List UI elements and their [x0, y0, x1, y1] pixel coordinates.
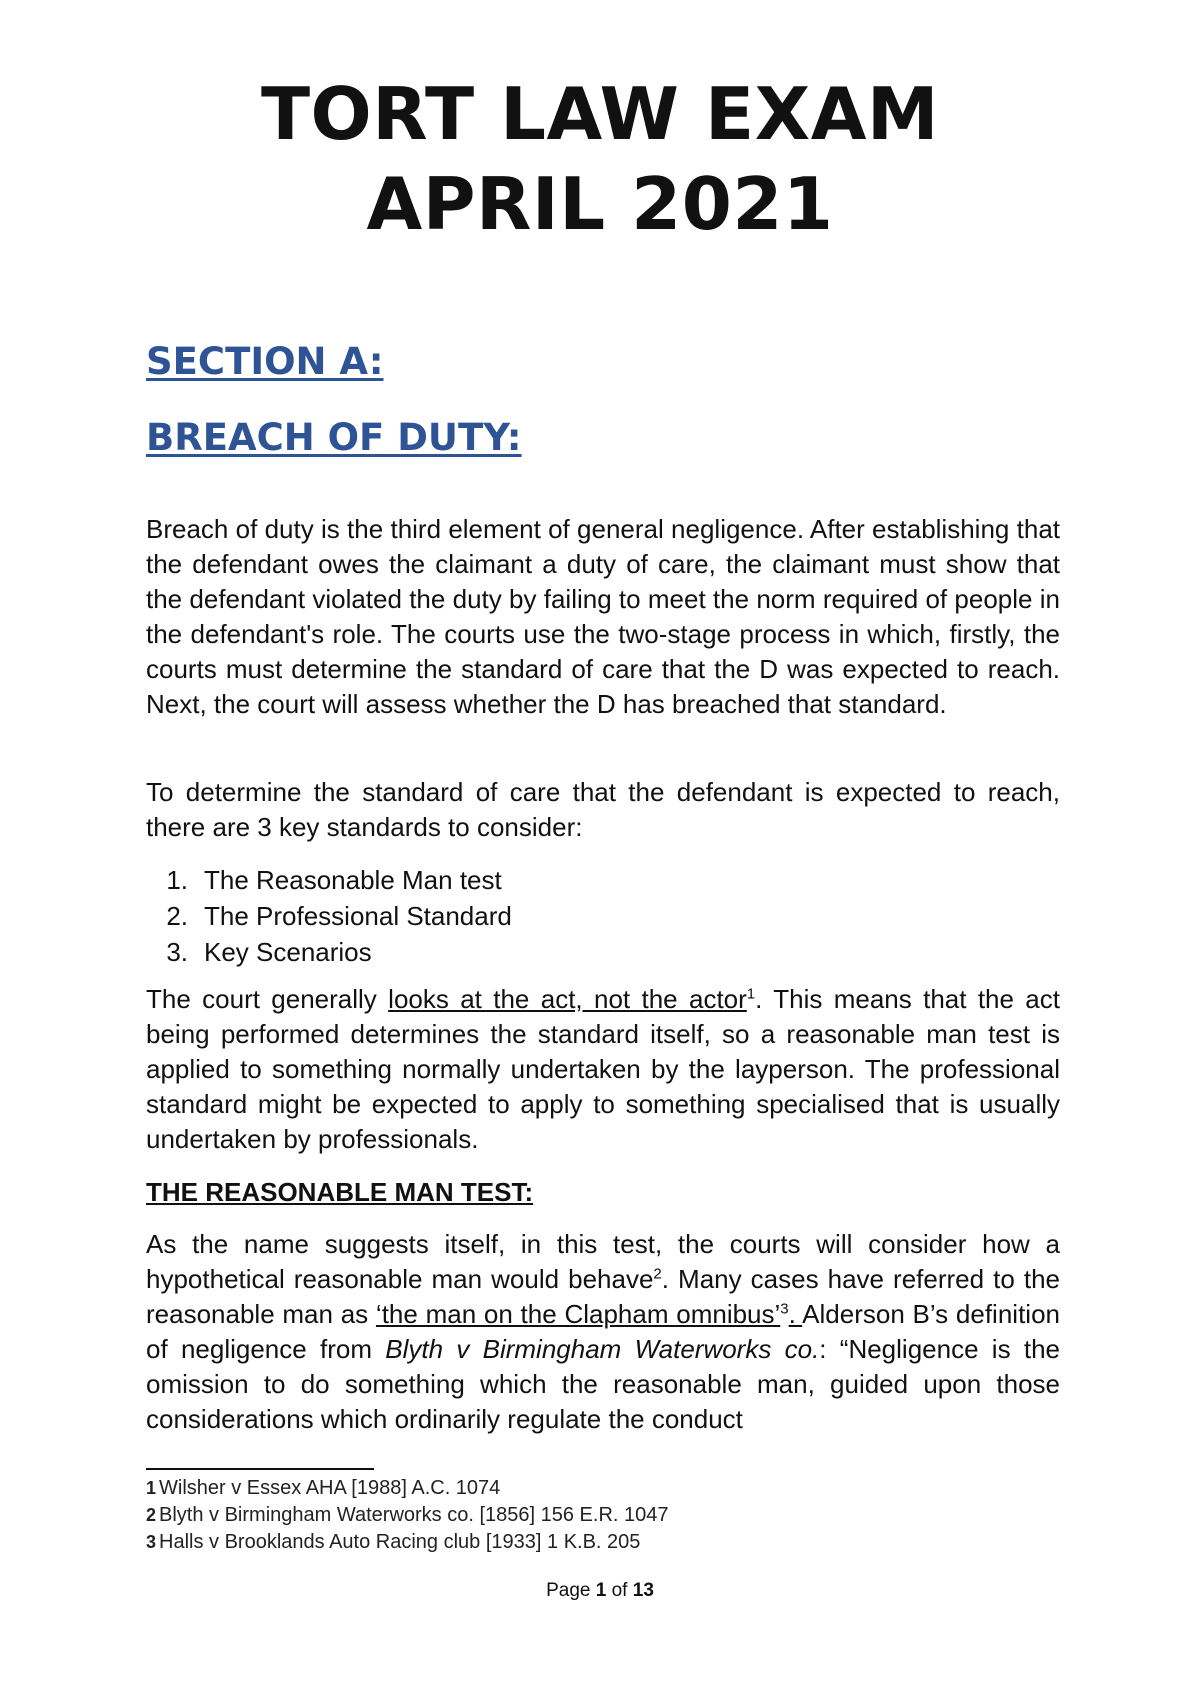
list-item-number: 1.: [166, 865, 188, 895]
current-page: 1: [595, 1580, 607, 1601]
standards-list: [146, 862, 1060, 970]
footnote-ref-3[interactable]: 3: [780, 1300, 789, 1318]
list-item: [146, 862, 1060, 898]
footnote-number: 3: [146, 1532, 157, 1552]
document-title-line1: TORT LAW EXAM: [260, 72, 940, 156]
paragraph-reasonable-man: [146, 1227, 1060, 1437]
list-item-text: The Professional Standard: [204, 901, 512, 931]
document-title-line2: APRIL 2021: [366, 162, 834, 246]
page-word: Page: [546, 1580, 591, 1601]
underlined-quote: ‘the man on the Clapham omnibus’: [375, 1299, 781, 1329]
list-item: [146, 898, 1060, 934]
section-heading: SECTION A:: [146, 340, 384, 383]
list-item-number: 3.: [166, 937, 188, 967]
footnote-divider: [146, 1468, 374, 1470]
footnote-text: Blyth v Birmingham Waterworks co. [1856] 156 E.R. 1047: [159, 1504, 669, 1526]
footnote-number: 1: [146, 1478, 157, 1498]
footnote: [146, 1475, 669, 1502]
paragraph-text: .: [788, 1299, 803, 1329]
footnotes: [146, 1475, 669, 1556]
underlined-phrase: looks at the act, not the actor: [388, 984, 747, 1014]
paragraph-text: Alderson B’s definition of negligence from: [146, 1299, 1060, 1364]
paragraph-act-not-actor: [146, 982, 1060, 1157]
reasonable-man-heading: THE REASONABLE MAN TEST:: [146, 1177, 534, 1207]
list-item-text: Key Scenarios: [204, 937, 372, 967]
list-item-text: The Reasonable Man test: [204, 865, 502, 895]
of-word: of: [611, 1580, 628, 1601]
paragraph-text: : “Negligence is the omission to do something which the reasonable man, guided upon those considerations which ordinarily regulate the conduct: [146, 1334, 1060, 1434]
paragraph-text: . Many cases have referred to the reasonable man as: [146, 1264, 1061, 1329]
footnote-text: Wilsher v Essex AHA [1988] A.C. 1074: [159, 1477, 501, 1499]
topic-heading: BREACH OF DUTY:: [146, 416, 522, 459]
footnote-ref-1[interactable]: 1: [746, 985, 756, 1003]
paragraph-text: As the name suggests itself, in this test, the courts will consider how a hypothetical reasonable man would behave: [146, 1229, 1060, 1294]
paragraph-text: . This means that the act being performed determines the standard itself, so a reasonable man test is applied to something normally undertaken by the layperson. The professional standard might be expected to apply to something specialised that is usually undertaken by professionals.: [146, 984, 1060, 1154]
paragraph-text: The court generally: [146, 984, 389, 1014]
list-item: [146, 934, 1060, 970]
total-pages: 13: [632, 1580, 654, 1601]
paragraph-standards-intro: To determine the standard of care that the defendant is expected to reach, there are 3 key standards to consider:: [146, 777, 1060, 842]
footnote: [146, 1502, 669, 1529]
list-item-number: 2.: [166, 901, 188, 931]
case-name: Blyth v Birmingham Waterworks co.: [385, 1334, 820, 1364]
paragraph-breach-intro: Breach of duty is the third element of general negligence. After establishing that the defendant owes the claimant a duty of care, the claimant must show that the defendant violated the duty by failing to meet the norm required of people in the defendant's role. The courts use the two-stage process in which, firstly, the courts must determine the standard of care that the D was expected to reach. Next, the court will assess whether the D has breached that standard.: [146, 514, 1060, 719]
footnote-text: Halls v Brooklands Auto Racing club [1933] 1 K.B. 205: [159, 1531, 641, 1553]
footnote: [146, 1529, 669, 1556]
footnote-number: 2: [146, 1505, 157, 1525]
footnote-ref-2[interactable]: 2: [653, 1265, 662, 1283]
page-number-footer: [0, 1580, 1200, 1602]
